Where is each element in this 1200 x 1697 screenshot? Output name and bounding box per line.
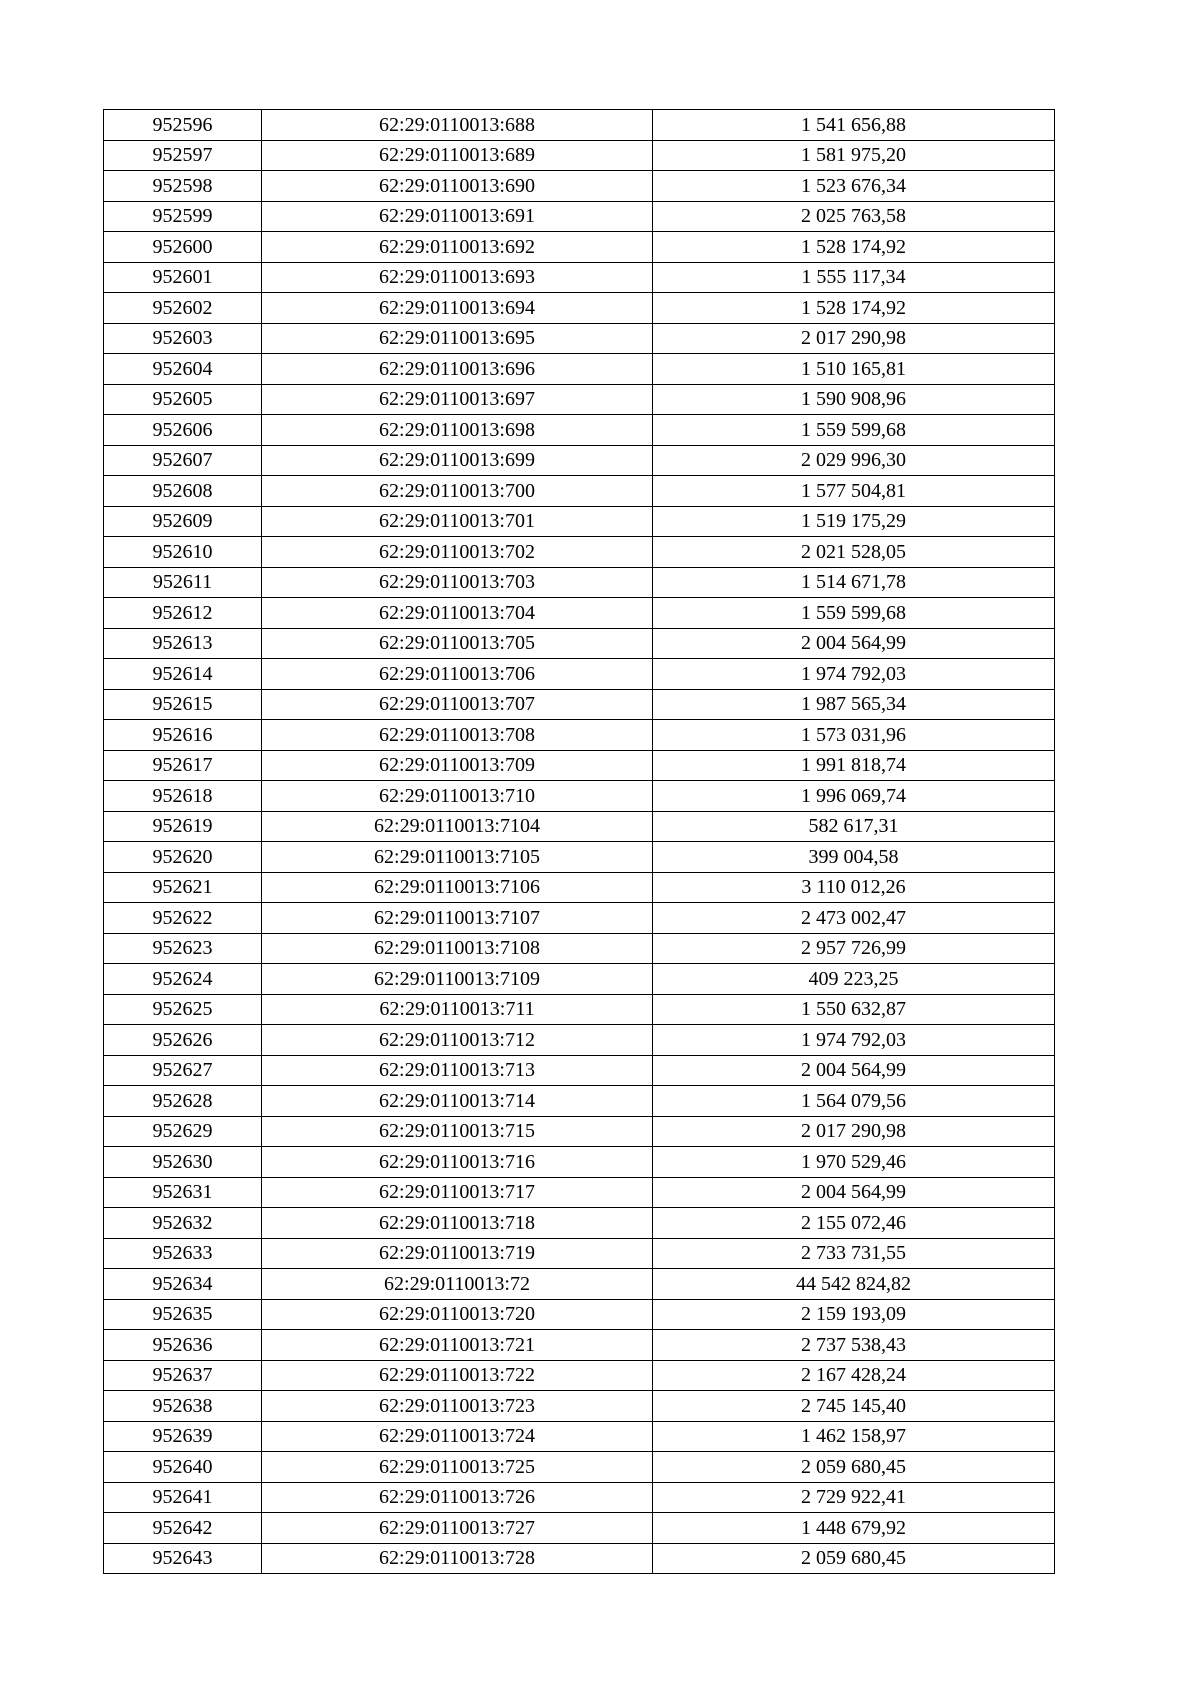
cadastral-number-cell: 62:29:0110013:72 [262,1269,653,1300]
row-number-cell: 952597 [104,140,262,171]
cadastral-value-cell: 1 528 174,92 [653,232,1055,263]
cadastral-number-cell: 62:29:0110013:712 [262,1025,653,1056]
cadastral-number-cell: 62:29:0110013:698 [262,415,653,446]
cadastral-number-cell: 62:29:0110013:718 [262,1208,653,1239]
cadastral-number-cell: 62:29:0110013:719 [262,1238,653,1269]
table-row [104,842,1055,873]
cadastral-number-cell: 62:29:0110013:721 [262,1330,653,1361]
cadastral-number-cell: 62:29:0110013:710 [262,781,653,812]
row-number-cell: 952613 [104,628,262,659]
cadastral-value-cell: 1 541 656,88 [653,110,1055,141]
row-number-cell: 952632 [104,1208,262,1239]
cadastral-number-cell: 62:29:0110013:722 [262,1360,653,1391]
table-body [104,110,1055,1574]
table-row [104,1391,1055,1422]
cadastral-number-cell: 62:29:0110013:713 [262,1055,653,1086]
table-row [104,1086,1055,1117]
table-row [104,262,1055,293]
cadastral-value-cell: 582 617,31 [653,811,1055,842]
cadastral-number-cell: 62:29:0110013:7108 [262,933,653,964]
cadastral-number-cell: 62:29:0110013:7106 [262,872,653,903]
table-row [104,445,1055,476]
row-number-cell: 952625 [104,994,262,1025]
cadastral-value-cell: 1 514 671,78 [653,567,1055,598]
cadastral-number-cell: 62:29:0110013:717 [262,1177,653,1208]
cadastral-value-cell: 2 745 145,40 [653,1391,1055,1422]
cadastral-number-cell: 62:29:0110013:716 [262,1147,653,1178]
table-row [104,1238,1055,1269]
cadastral-value-cell: 2 155 072,46 [653,1208,1055,1239]
cadastral-value-cell: 2 029 996,30 [653,445,1055,476]
cadastral-number-cell: 62:29:0110013:7107 [262,903,653,934]
cadastral-value-cell: 1 564 079,56 [653,1086,1055,1117]
row-number-cell: 952608 [104,476,262,507]
table-row [104,537,1055,568]
cadastral-number-cell: 62:29:0110013:720 [262,1299,653,1330]
cadastral-value-cell: 1 573 031,96 [653,720,1055,751]
cadastral-number-cell: 62:29:0110013:697 [262,384,653,415]
row-number-cell: 952612 [104,598,262,629]
table-row [104,1482,1055,1513]
cadastral-value-cell: 1 448 679,92 [653,1513,1055,1544]
cadastral-number-cell: 62:29:0110013:702 [262,537,653,568]
cadastral-value-cell: 1 970 529,46 [653,1147,1055,1178]
cadastral-value-cell: 44 542 824,82 [653,1269,1055,1300]
row-number-cell: 952601 [104,262,262,293]
table-row [104,1269,1055,1300]
cadastral-value-cell: 2 004 564,99 [653,628,1055,659]
table-row [104,323,1055,354]
cadastral-value-cell: 2 729 922,41 [653,1482,1055,1513]
table-row [104,1421,1055,1452]
table-row [104,994,1055,1025]
table-row [104,506,1055,537]
cadastral-number-cell: 62:29:0110013:726 [262,1482,653,1513]
row-number-cell: 952596 [104,110,262,141]
table-row [104,384,1055,415]
row-number-cell: 952626 [104,1025,262,1056]
cadastral-number-cell: 62:29:0110013:688 [262,110,653,141]
cadastral-value-cell: 1 974 792,03 [653,659,1055,690]
cadastral-number-cell: 62:29:0110013:714 [262,1086,653,1117]
row-number-cell: 952610 [104,537,262,568]
table-row [104,720,1055,751]
row-number-cell: 952629 [104,1116,262,1147]
row-number-cell: 952618 [104,781,262,812]
row-number-cell: 952615 [104,689,262,720]
table-row [104,171,1055,202]
table-row [104,293,1055,324]
row-number-cell: 952636 [104,1330,262,1361]
cadastral-number-cell: 62:29:0110013:701 [262,506,653,537]
row-number-cell: 952619 [104,811,262,842]
table-row [104,1116,1055,1147]
cadastral-number-cell: 62:29:0110013:691 [262,201,653,232]
cadastral-number-cell: 62:29:0110013:694 [262,293,653,324]
cadastral-value-cell: 1 590 908,96 [653,384,1055,415]
table-row [104,964,1055,995]
cadastral-value-cell: 2 167 428,24 [653,1360,1055,1391]
cadastral-value-cell: 2 957 726,99 [653,933,1055,964]
cadastral-value-cell: 2 737 538,43 [653,1330,1055,1361]
cadastral-value-cell: 1 987 565,34 [653,689,1055,720]
cadastral-value-cell: 1 523 676,34 [653,171,1055,202]
cadastral-number-cell: 62:29:0110013:7104 [262,811,653,842]
table-row [104,933,1055,964]
table-row [104,598,1055,629]
row-number-cell: 952643 [104,1543,262,1574]
row-number-cell: 952622 [104,903,262,934]
row-number-cell: 952628 [104,1086,262,1117]
cadastral-number-cell: 62:29:0110013:693 [262,262,653,293]
row-number-cell: 952638 [104,1391,262,1422]
table-row [104,1055,1055,1086]
cadastral-value-cell: 2 733 731,55 [653,1238,1055,1269]
row-number-cell: 952598 [104,171,262,202]
cadastral-number-cell: 62:29:0110013:700 [262,476,653,507]
cadastral-number-cell: 62:29:0110013:7105 [262,842,653,873]
cadastral-value-cell: 1 559 599,68 [653,415,1055,446]
table-row [104,1360,1055,1391]
table-row [104,232,1055,263]
cadastral-number-cell: 62:29:0110013:692 [262,232,653,263]
cadastral-number-cell: 62:29:0110013:695 [262,323,653,354]
table-row [104,415,1055,446]
table-row [104,476,1055,507]
table-row [104,1513,1055,1544]
table-row [104,659,1055,690]
table-row [104,1452,1055,1483]
cadastral-number-cell: 62:29:0110013:689 [262,140,653,171]
cadastral-value-cell: 1 577 504,81 [653,476,1055,507]
cadastral-value-cell: 2 159 193,09 [653,1299,1055,1330]
cadastral-value-cell: 2 025 763,58 [653,201,1055,232]
cadastral-value-cell: 409 223,25 [653,964,1055,995]
cadastral-number-cell: 62:29:0110013:703 [262,567,653,598]
row-number-cell: 952603 [104,323,262,354]
cadastral-number-cell: 62:29:0110013:706 [262,659,653,690]
table-row [104,201,1055,232]
row-number-cell: 952604 [104,354,262,385]
table-row [104,567,1055,598]
row-number-cell: 952633 [104,1238,262,1269]
row-number-cell: 952637 [104,1360,262,1391]
cadastral-value-cell: 2 017 290,98 [653,1116,1055,1147]
row-number-cell: 952635 [104,1299,262,1330]
row-number-cell: 952630 [104,1147,262,1178]
row-number-cell: 952631 [104,1177,262,1208]
cadastral-number-cell: 62:29:0110013:728 [262,1543,653,1574]
cadastral-number-cell: 62:29:0110013:723 [262,1391,653,1422]
row-number-cell: 952609 [104,506,262,537]
cadastral-value-cell: 2 059 680,45 [653,1543,1055,1574]
cadastral-value-cell: 1 462 158,97 [653,1421,1055,1452]
cadastral-number-cell: 62:29:0110013:709 [262,750,653,781]
cadastral-value-cell: 1 581 975,20 [653,140,1055,171]
row-number-cell: 952600 [104,232,262,263]
row-number-cell: 952605 [104,384,262,415]
row-number-cell: 952641 [104,1482,262,1513]
cadastral-value-cell: 1 519 175,29 [653,506,1055,537]
cadastral-value-cell: 2 004 564,99 [653,1055,1055,1086]
row-number-cell: 952616 [104,720,262,751]
table-row [104,140,1055,171]
cadastral-value-cell: 1 996 069,74 [653,781,1055,812]
cadastral-value-cell: 2 021 528,05 [653,537,1055,568]
table-row [104,811,1055,842]
cadastral-value-cell: 3 110 012,26 [653,872,1055,903]
cadastral-value-cell: 1 550 632,87 [653,994,1055,1025]
table-row [104,628,1055,659]
row-number-cell: 952634 [104,1269,262,1300]
row-number-cell: 952602 [104,293,262,324]
table-row [104,689,1055,720]
cadastral-value-cell: 2 017 290,98 [653,323,1055,354]
cadastral-number-cell: 62:29:0110013:699 [262,445,653,476]
cadastral-number-cell: 62:29:0110013:725 [262,1452,653,1483]
table-row [104,903,1055,934]
cadastral-value-cell: 2 059 680,45 [653,1452,1055,1483]
cadastral-value-table [103,109,1055,1574]
table-row [104,1025,1055,1056]
row-number-cell: 952621 [104,872,262,903]
cadastral-value-cell: 1 559 599,68 [653,598,1055,629]
cadastral-value-cell: 2 004 564,99 [653,1177,1055,1208]
table-row [104,354,1055,385]
cadastral-number-cell: 62:29:0110013:7109 [262,964,653,995]
row-number-cell: 952611 [104,567,262,598]
cadastral-number-cell: 62:29:0110013:708 [262,720,653,751]
row-number-cell: 952624 [104,964,262,995]
table-row [104,872,1055,903]
table-row [104,781,1055,812]
cadastral-number-cell: 62:29:0110013:696 [262,354,653,385]
table-row [104,110,1055,141]
row-number-cell: 952639 [104,1421,262,1452]
cadastral-number-cell: 62:29:0110013:707 [262,689,653,720]
cadastral-number-cell: 62:29:0110013:705 [262,628,653,659]
row-number-cell: 952607 [104,445,262,476]
cadastral-value-cell: 1 528 174,92 [653,293,1055,324]
row-number-cell: 952606 [104,415,262,446]
row-number-cell: 952599 [104,201,262,232]
table-row [104,1177,1055,1208]
cadastral-value-cell: 2 473 002,47 [653,903,1055,934]
cadastral-value-cell: 1 555 117,34 [653,262,1055,293]
cadastral-number-cell: 62:29:0110013:715 [262,1116,653,1147]
table-row [104,750,1055,781]
cadastral-number-cell: 62:29:0110013:727 [262,1513,653,1544]
cadastral-value-cell: 1 510 165,81 [653,354,1055,385]
row-number-cell: 952623 [104,933,262,964]
row-number-cell: 952620 [104,842,262,873]
cadastral-number-cell: 62:29:0110013:724 [262,1421,653,1452]
cadastral-number-cell: 62:29:0110013:690 [262,171,653,202]
cadastral-value-cell: 1 991 818,74 [653,750,1055,781]
cadastral-value-cell: 399 004,58 [653,842,1055,873]
table-row [104,1330,1055,1361]
row-number-cell: 952617 [104,750,262,781]
row-number-cell: 952640 [104,1452,262,1483]
row-number-cell: 952627 [104,1055,262,1086]
table-row [104,1147,1055,1178]
row-number-cell: 952642 [104,1513,262,1544]
cadastral-number-cell: 62:29:0110013:711 [262,994,653,1025]
cadastral-number-cell: 62:29:0110013:704 [262,598,653,629]
table-row [104,1299,1055,1330]
row-number-cell: 952614 [104,659,262,690]
table-row [104,1208,1055,1239]
cadastral-value-cell: 1 974 792,03 [653,1025,1055,1056]
table-row [104,1543,1055,1574]
